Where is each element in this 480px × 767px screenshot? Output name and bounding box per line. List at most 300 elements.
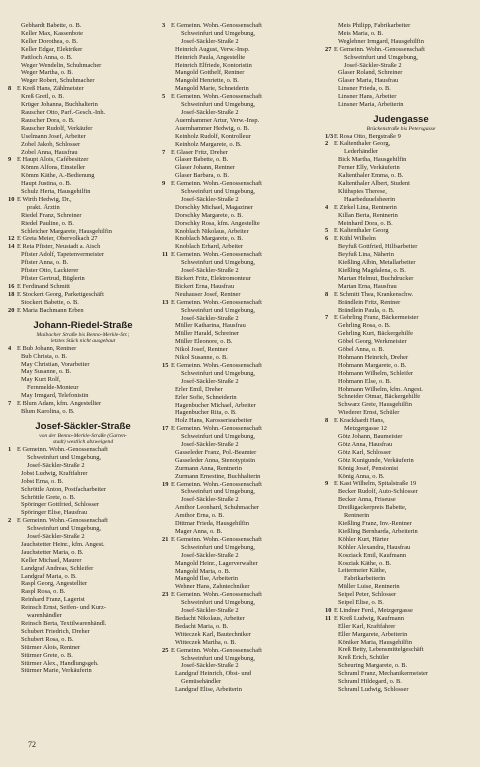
house-number: 9: [162, 180, 166, 188]
resident-entry: [162, 164, 322, 172]
entry-text: Wehner Hans, Zahntechniker: [175, 583, 250, 591]
entry-text: Schleicher Margarete, Hausgehilfin: [21, 227, 112, 235]
entry-text: E Krackhardt Hans,: [334, 417, 385, 425]
entry-text: E Gemeinn. Wohn.-Genossenschaft: [17, 446, 108, 454]
resident-entry: [8, 212, 158, 220]
resident-entry: [8, 220, 158, 228]
entry-text: Eller Margarete, Arbeiterin: [338, 630, 408, 638]
house-number: 4: [325, 203, 329, 211]
entry-continuation: [162, 370, 322, 378]
entry-continuation: [325, 512, 477, 520]
entry-continuation: [162, 196, 322, 204]
resident-entry: [325, 212, 477, 220]
entry-text: Spöringer Elise, Hausfrau: [21, 509, 88, 517]
house-number: 23: [162, 591, 169, 599]
entry-text: Köniker Maria, Hausgehilfin: [338, 638, 413, 646]
entry-text: Mangold Ilse, Arbeiterin: [175, 575, 239, 583]
resident-entry: [325, 338, 477, 346]
resident-entry: [162, 386, 322, 394]
entry-text: May Kurt Rolf,: [21, 376, 61, 384]
entry-text: Schubert Friedrich, Dreher: [21, 627, 90, 635]
resident-entry: [8, 368, 158, 376]
resident-entry: [325, 631, 477, 639]
resident-entry: [162, 528, 322, 536]
entry-text: Riedel Franz, Schreiner: [21, 211, 82, 219]
resident-entry: [325, 299, 477, 307]
entry-text: Bickert Fritz, Elektromonteur: [175, 275, 251, 282]
house-number: 14: [8, 243, 15, 251]
entry-text: Riedel Pauline, o. B.: [21, 219, 74, 227]
entry-continuation: [162, 267, 322, 275]
column-left: [8, 22, 158, 675]
house-number: 2: [325, 140, 329, 148]
entry-text: Stürmer Grete, o. B.: [21, 651, 73, 659]
entry-continuation: [162, 109, 322, 117]
house-number: 19: [162, 480, 169, 488]
resident-entry: [325, 552, 477, 560]
entry-text: Müller Eleonore, o. B.: [175, 338, 233, 346]
entry-text: Josef-Säckler-Straße 2: [181, 195, 239, 203]
entry-text: Nikol Susanne, o. B.: [175, 354, 228, 362]
resident-entry: [162, 228, 322, 236]
entry-text: Schneider Otmar, Bäckergehilfe: [338, 393, 421, 401]
entry-text: May Irmgard, Telefonistin: [21, 392, 89, 400]
entry-continuation: [8, 462, 158, 470]
entry-text: Beyfuß Lina, Näherin: [338, 251, 394, 259]
entry-text: E Zirkel Lina, Rentnerin: [334, 203, 397, 211]
resident-entry: [8, 69, 158, 77]
house-entry: [162, 149, 322, 157]
entry-text: Schweinfurt und Umgebung,: [344, 53, 419, 61]
entry-continuation: [8, 384, 158, 392]
resident-entry: [8, 149, 158, 157]
resident-entry: [8, 408, 158, 416]
resident-entry: [8, 660, 158, 668]
house-entry: [162, 481, 322, 489]
house-number: 17: [162, 425, 169, 433]
house-entry: [325, 615, 477, 623]
entry-text: E Kast Wilhelm, Spitalstraße 19: [334, 480, 417, 488]
house-entry: [8, 446, 158, 454]
entry-text: Landgraf Elise, Arbeiterin: [175, 686, 242, 694]
entry-text: Dreißigackerpreis Babette,: [338, 504, 407, 512]
entry-text: E Kaltenthaler Georg: [334, 227, 389, 235]
column-middle: [162, 22, 322, 694]
resident-entry: [162, 291, 322, 299]
resident-entry: [325, 567, 477, 575]
entry-text: Rauscher Rudolf, Verkäufer: [21, 124, 93, 132]
resident-entry: [162, 473, 322, 481]
entry-text: Mangold Heinr., Lagerverwalter: [175, 559, 258, 567]
entry-text: Uselmann Josef, Arbeiter: [21, 132, 86, 140]
resident-entry: [8, 353, 158, 361]
resident-entry: [8, 557, 158, 565]
resident-entry: [325, 560, 477, 568]
resident-entry: [162, 275, 322, 283]
entry-text: Erler Sofie, Schneiderin: [175, 393, 237, 401]
resident-entry: [325, 520, 477, 528]
house-entry: [8, 85, 158, 93]
entry-continuation: [162, 30, 322, 38]
entry-text: Reinsch Berta, Textilwarenhändl.: [21, 620, 107, 627]
house-entry: [325, 480, 477, 488]
entry-text: E Gemeinn. Wohn.-Genossenschaft: [171, 535, 262, 543]
entry-text: Knoblach Nikolaus, Arbeiter: [175, 227, 249, 235]
entry-text: Kreß Gretl, o. B.: [21, 93, 64, 101]
resident-entry: [8, 644, 158, 652]
resident-entry: [162, 670, 322, 678]
house-number: 16: [8, 282, 15, 290]
entry-continuation: [162, 488, 322, 496]
resident-entry: [8, 588, 158, 596]
entry-text: Knoblach Erhard, Arbeiter: [175, 243, 243, 251]
house-number: 11: [162, 251, 169, 259]
street-description: Brückenstraße bis Petersgasse: [366, 125, 436, 132]
house-number: 11: [325, 614, 332, 622]
resident-entry: [8, 565, 158, 573]
column-right: [325, 22, 477, 694]
resident-entry: [325, 488, 477, 496]
entry-text: Zurmann Anna, Rentnerin: [175, 464, 242, 472]
resident-entry: [8, 620, 158, 628]
resident-entry: [162, 117, 322, 125]
house-number: 25: [162, 646, 169, 654]
entry-text: Jauchstetter Heinr., kfm. Angest.: [21, 540, 105, 548]
entry-text: Seipel Peter, Schlosser: [338, 591, 397, 599]
entry-text: Holz Hans, Karosseriearbeiter: [175, 417, 253, 425]
entry-text: E Gemeinn. Wohn.-Genossenschaft: [171, 93, 262, 101]
resident-entry: [8, 376, 158, 384]
resident-entry: [162, 504, 322, 512]
entry-text: Bedacht Maria, o. B.: [175, 622, 229, 630]
resident-entry: [8, 180, 158, 188]
house-entry: [325, 46, 477, 54]
house-number: 20: [8, 306, 15, 314]
entry-text: Witteczek Karl, Bautechniker: [175, 630, 251, 638]
entry-text: E Kaltenthaler Georg,: [334, 140, 391, 148]
entry-text: Rauscher Dora, o. B.: [21, 116, 75, 124]
entry-text: Stürmer Marie, Verkäuferin: [21, 667, 92, 675]
resident-entry: [162, 465, 322, 473]
resident-entry: [162, 623, 322, 631]
resident-entry: [8, 228, 158, 236]
resident-entry: [325, 433, 477, 441]
entry-text: Linsner Frieda, o. B.: [338, 85, 391, 93]
house-number: 5: [325, 227, 329, 235]
entry-text: Josef-Säckler-Straße 2: [181, 108, 239, 116]
entry-text: Müller Luise, Rentnerin: [338, 583, 400, 591]
entry-text: Gebhardt Babette, o. B.: [21, 22, 82, 29]
resident-entry: [325, 85, 477, 93]
resident-entry: [325, 362, 477, 370]
entry-continuation: [162, 655, 322, 663]
entry-text: Josef-Säckler-Straße 2: [181, 551, 239, 559]
entry-text: Jauchstetter Maria, o. B.: [21, 548, 84, 556]
entry-text: Stürmer Alex., Handlungsgeh.: [21, 659, 99, 667]
entry-continuation: [325, 575, 477, 583]
resident-entry: [162, 46, 322, 54]
entry-text: Martan Helmut, Buchdrucker: [338, 274, 414, 282]
entry-text: E Haupt Alois, Cafébesitzer: [17, 156, 89, 164]
entry-text: E Stockert Georg, Parkettgeschäft: [17, 290, 104, 298]
entry-continuation: [162, 433, 322, 441]
entry-text: Beyfuß Gottfried, Hilfsarbeiter: [338, 243, 418, 251]
entry-continuation: [162, 441, 322, 449]
house-number: 2: [8, 517, 12, 525]
resident-entry: [325, 441, 477, 449]
house-entry: [325, 140, 477, 148]
house-entry: [162, 647, 322, 655]
entry-text: Heinrich Paula, Angestellte: [175, 53, 246, 61]
house-entry: [162, 93, 322, 101]
resident-entry: [8, 275, 158, 283]
resident-entry: [162, 409, 322, 417]
resident-entry: [325, 528, 477, 536]
resident-entry: [325, 164, 477, 172]
resident-entry: [162, 283, 322, 291]
entry-text: Götz Anna, Hausfrau: [338, 440, 393, 448]
resident-entry: [325, 220, 477, 228]
entry-text: Amthor Leonhard, Schuhmacher: [175, 504, 259, 512]
resident-entry: [8, 133, 158, 141]
house-entry: [8, 283, 158, 291]
entry-text: E Gemeinn. Wohn.-Genossenschaft: [171, 251, 262, 259]
entry-text: Nikol Josef, Rentner: [175, 346, 228, 354]
entry-text: Killan Berta, Rentnerin: [338, 211, 398, 219]
house-number: 7: [162, 148, 166, 156]
entry-text: E Gemeinn. Wohn.-Genossenschaft: [17, 517, 108, 525]
entry-continuation: [325, 62, 477, 70]
resident-entry: [162, 354, 322, 362]
entry-text: Josef-Säckler-Straße 2: [181, 441, 239, 449]
resident-entry: [8, 125, 158, 133]
entry-continuation: [8, 533, 158, 541]
entry-text: Schweinfurt und Umgebung,: [181, 488, 256, 496]
entry-text: Linsner Hans, Arbeiter: [338, 93, 397, 101]
resident-entry: [8, 549, 158, 557]
resident-entry: [162, 402, 322, 410]
resident-entry: [8, 478, 158, 486]
resident-entry: [162, 69, 322, 77]
resident-entry: [325, 38, 477, 46]
resident-entry: [8, 38, 158, 46]
house-number: 1: [8, 446, 12, 454]
entry-text: Haupt Justina, o. B.: [21, 180, 72, 188]
resident-entry: [8, 667, 158, 675]
entry-text: Fabrikarbeiterin: [344, 575, 386, 583]
resident-entry: [325, 654, 477, 662]
house-entry: [8, 156, 158, 164]
street-description: von der Benno-Merkle-Straße (Garten-: [39, 432, 127, 439]
resident-entry: [8, 188, 158, 196]
entry-text: Zurmann Ernestine, Buchhalterin: [175, 472, 261, 480]
entry-text: Reinsch Ernst, Seifen- und Kurz-: [21, 604, 107, 612]
entry-text: Hohmann Wilhelm, kfm. Angest.: [338, 385, 423, 393]
entry-text: E Gemeinn. Wohn.-Genossenschaft: [171, 646, 262, 654]
entry-text: Müller Katharina, Hausfrau: [175, 322, 246, 330]
entry-text: Weger Robert, Schuhmacher: [21, 77, 95, 85]
entry-text: Dittmar Frieda, Hausgehilfin: [175, 520, 250, 528]
entry-text: Gehrling Rosa, o. B.: [338, 322, 391, 330]
house-entry: [162, 425, 322, 433]
street-heading: Judengasse: [373, 113, 429, 125]
resident-entry: [325, 243, 477, 251]
house-number: 9: [8, 156, 12, 164]
entry-text: Linsner Maria, Arbeiterin: [338, 101, 404, 109]
entry-text: Amthor Erna, o. B.: [175, 512, 224, 520]
resident-entry: [8, 628, 158, 636]
entry-text: Dorschky Michael, Magaziner: [175, 203, 253, 211]
entry-text: Schweinfurt und Umgebung,: [27, 525, 102, 533]
entry-text: Weger Wendelin, Schuhmacher: [21, 61, 102, 69]
entry-text: Mangold Marie, Schneiderin: [175, 85, 249, 93]
house-entry: [162, 22, 322, 30]
page-number: 72: [28, 740, 36, 749]
entry-text: Erler Emil, Dreher: [175, 385, 223, 393]
entry-text: Weger Martha, o. B.: [21, 69, 74, 77]
house-number: 10: [325, 606, 332, 614]
resident-entry: [325, 69, 477, 77]
entry-text: Mager Anna, o. B.: [175, 528, 223, 535]
resident-entry: [162, 575, 322, 583]
entry-text: prakt. Ärztin: [27, 203, 60, 211]
entry-text: Mangold Maria, o. B.: [175, 567, 231, 575]
entry-text: Klühspies Therese,: [338, 187, 387, 195]
house-entry: [8, 196, 158, 204]
entry-text: Pattloch Anna, o. B.: [21, 53, 73, 61]
resident-entry: [325, 465, 477, 473]
entry-text: Mangold Gotthelf, Rentner: [175, 69, 245, 77]
resident-entry: [325, 583, 477, 591]
entry-text: Josef-Säckler-Straße 2: [344, 61, 402, 69]
entry-continuation: [325, 54, 477, 62]
resident-entry: [162, 133, 322, 141]
entry-text: Josef-Säckler-Straße 2: [27, 533, 85, 541]
house-entry: [325, 227, 477, 235]
house-number: 8: [325, 417, 329, 425]
resident-entry: [162, 322, 322, 330]
resident-entry: [325, 401, 477, 409]
entry-text: Stürmer Alois, Rentner: [21, 643, 81, 651]
entry-text: Meis Philipp, Fabrikarbeiter: [338, 22, 411, 29]
entry-text: E Blum Adam, kfm. Angestellter: [17, 400, 102, 408]
entry-text: E Reta Pfister, Neustadt a. Aisch: [17, 243, 101, 251]
house-number: 7: [8, 400, 12, 408]
resident-entry: [325, 662, 477, 670]
street-description: letztes Stück nicht ausgebaut: [50, 338, 116, 345]
entry-text: Kießling Albin, Metallarbeiter: [338, 259, 416, 267]
entry-text: Kaltenthaler Albert, Student: [338, 180, 410, 187]
entry-text: E Gemeinn. Wohn.-Genossenschaft: [171, 298, 262, 306]
house-entry: [325, 314, 477, 322]
entry-text: Glaser Maria, Hausfrau: [338, 77, 399, 85]
entry-text: Neuhauser Josef, Rentner: [175, 290, 241, 298]
house-number: 13: [162, 298, 169, 306]
entry-text: Reinhard Franz, Lagerist: [21, 596, 85, 604]
entry-continuation: [162, 599, 322, 607]
entry-text: Schweinfurt und Umgebung,: [181, 29, 256, 37]
resident-entry: [162, 615, 322, 623]
resident-entry: [162, 125, 322, 133]
entry-text: E Kreß Ludwig, Kaufmann: [334, 614, 404, 622]
entry-text: Hohmann Wilhelm, Schleifer: [338, 369, 414, 377]
entry-text: Josef-Säckler-Straße 2: [181, 314, 239, 322]
entry-text: E Kühl Wilhelm: [334, 235, 376, 243]
entry-text: Landgraf Heinrich, Obst- und: [175, 670, 251, 678]
house-entry: [8, 235, 158, 243]
entry-text: Schweinfurt und Umgebung,: [181, 306, 256, 314]
entry-text: Götz Kunigunde, Verkäuferin: [338, 456, 414, 464]
entry-text: Müller Harald, Schreiner: [175, 330, 240, 338]
entry-continuation: [8, 525, 158, 533]
resident-entry: [8, 46, 158, 54]
entry-text: Witteczek Martha, o. B.: [175, 638, 237, 646]
resident-entry: [162, 156, 322, 164]
resident-entry: [162, 243, 322, 251]
street-description: stadt) westlich abzweigend: [52, 439, 114, 446]
resident-entry: [325, 504, 477, 512]
entry-text: Dorschky Rosa, kfm. Angestellte: [175, 219, 260, 227]
entry-text: Heinrich August, Verw.-Insp.: [175, 45, 250, 53]
resident-entry: [325, 544, 477, 552]
entry-text: Keinholz Rudolf, Kontrolleur: [175, 132, 251, 140]
resident-entry: [162, 512, 322, 520]
entry-text: Kreß Erich, Schüler: [338, 654, 389, 662]
resident-entry: [162, 141, 322, 149]
entry-text: Schweinfurt und Umgebung,: [181, 369, 256, 377]
house-entry: [8, 517, 158, 525]
entry-text: Raspl Georg, Angestellter: [21, 580, 88, 588]
entry-text: Josef-Säckler-Straße 2: [181, 496, 239, 504]
resident-entry: [325, 378, 477, 386]
resident-entry: [162, 520, 322, 528]
resident-entry: [162, 639, 322, 647]
entry-text: Haarbeduuelsheerin: [344, 195, 396, 203]
resident-entry: [8, 501, 158, 509]
resident-entry: [325, 267, 477, 275]
entry-text: Krüger Johanna, Buchhalterin: [21, 101, 98, 109]
resident-entry: [8, 494, 158, 502]
entry-text: Schweinfurt und Umgebung,: [181, 433, 256, 441]
entry-text: Josef-Säckler-Straße 2: [181, 377, 239, 385]
entry-text: Zobel Jakob, Schlosser: [21, 140, 81, 148]
resident-entry: [162, 568, 322, 576]
entry-text: Kömm Käthe, A.-Bedienung: [21, 172, 95, 180]
resident-entry: [8, 509, 158, 517]
entry-text: Zobel Anna, Hausfrau: [21, 148, 78, 156]
resident-entry: [325, 457, 477, 465]
entry-text: Josef-Säckler-Straße 2: [181, 662, 239, 670]
entry-text: Schraml Hildegard, o. B.: [338, 678, 402, 686]
resident-entry: [325, 370, 477, 378]
entry-continuation: [162, 678, 322, 686]
resident-entry: [162, 235, 322, 243]
resident-entry: [8, 117, 158, 125]
entry-text: Köhler Alexandra, Hausfrau: [338, 543, 411, 551]
entry-text: Keller Edgar, Elektriker: [21, 45, 83, 53]
entry-text: Josef-Säckler-Straße 2: [181, 37, 239, 45]
entry-continuation: [162, 552, 322, 560]
resident-entry: [325, 275, 477, 283]
entry-text: Fernmelde-Monteur: [27, 384, 79, 392]
resident-entry: [325, 599, 477, 607]
house-number: 15: [162, 361, 169, 369]
entry-continuation: [162, 544, 322, 552]
resident-entry: [325, 322, 477, 330]
entry-text: Josef-Säckler-Straße 2: [181, 607, 239, 615]
entry-text: May Susanne, o. B.: [21, 368, 72, 376]
resident-entry: [325, 393, 477, 401]
